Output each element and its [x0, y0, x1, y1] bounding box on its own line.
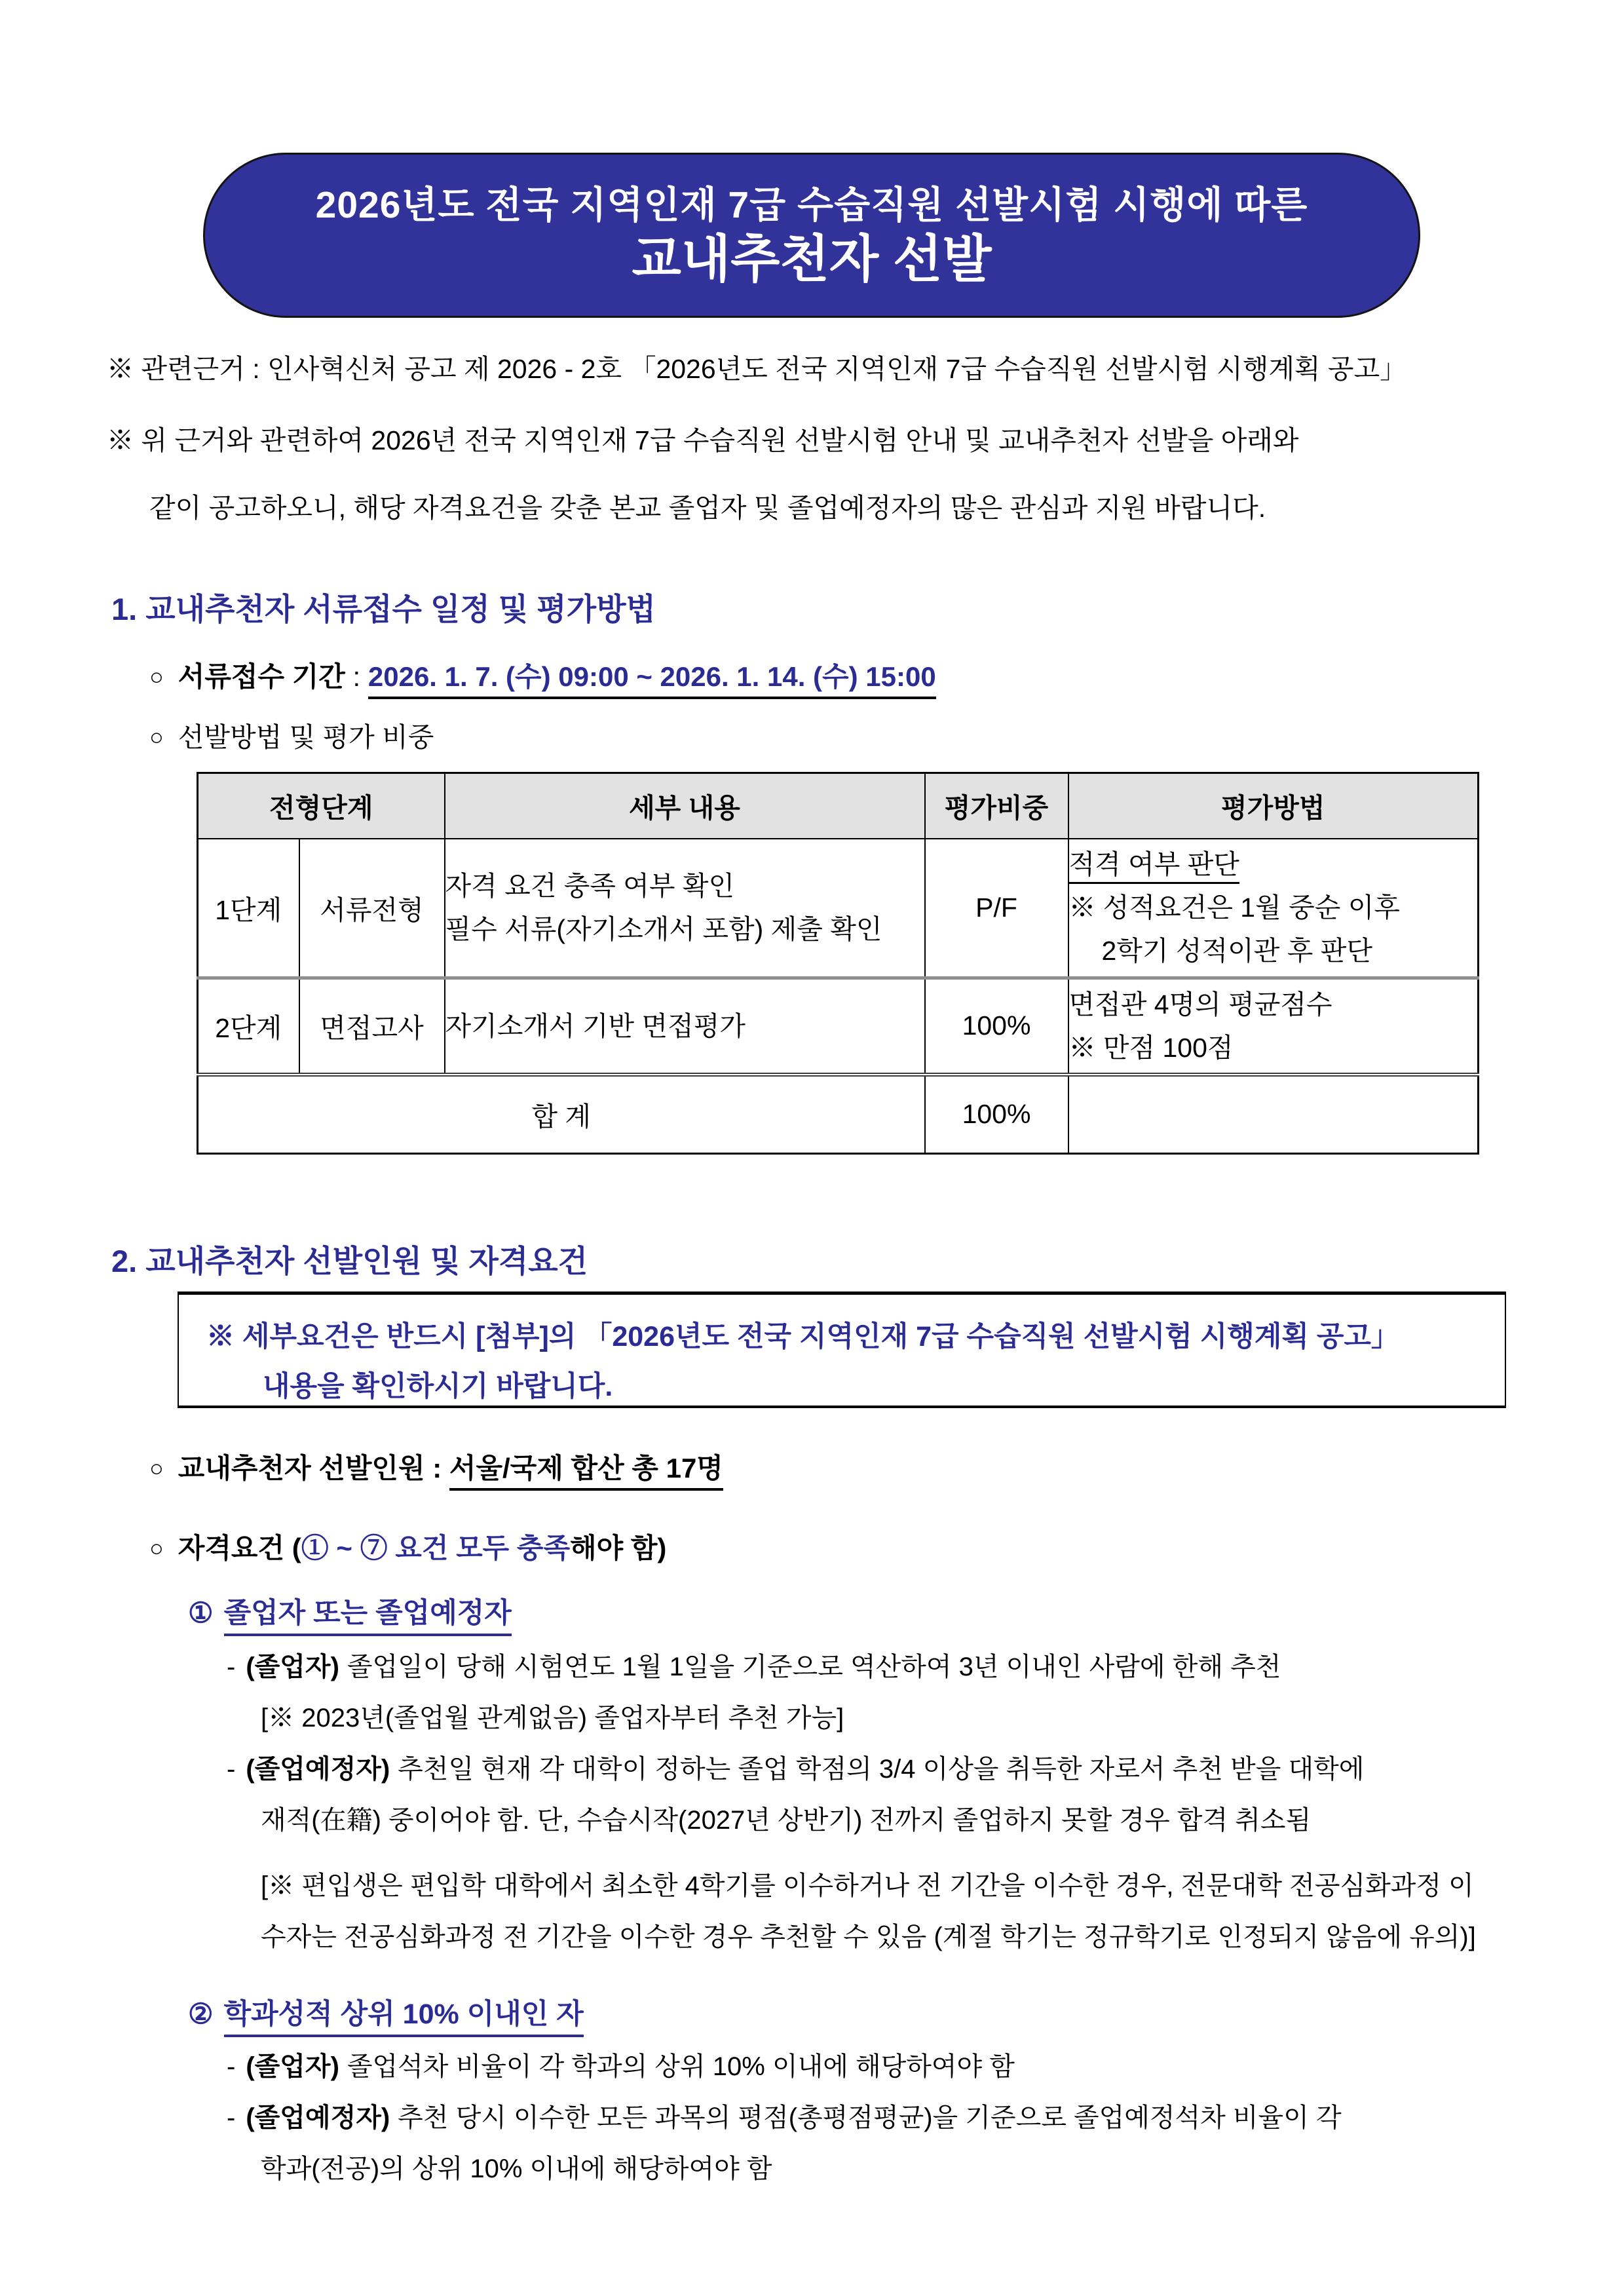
application-period-line	[149, 655, 936, 695]
qualification-tail: 해야 함)	[570, 1533, 667, 1563]
graduate-prefix: (졸업자)	[246, 2052, 339, 2081]
circle-bullet-icon: ○	[149, 1455, 164, 1482]
qualification-label: 자격요건	[178, 1533, 292, 1563]
stage1-cell: 1단계	[198, 839, 299, 978]
total-method-cell	[1068, 1075, 1479, 1154]
req1-transfer-note-line1: [※ 편입생은 편입학 대학에서 최소한 4학기를 이수하거나 전 기간을 이수한 경우, 전문대학 전공심화과정 이	[261, 1871, 1474, 1900]
col-header-detail: 세부 내용	[445, 773, 925, 839]
stage2-weight-cell: 100%	[925, 978, 1068, 1075]
application-period-value: 2026. 1. 7. (수) 09:00 ~ 2026. 1. 14. (수) 15:00	[368, 661, 936, 699]
req2-graduate-line	[227, 2046, 1015, 2083]
attachment-note-box	[178, 1292, 1506, 1408]
requirement2-title-text: 학과성적 상위 10% 이내인 자	[224, 1999, 584, 2037]
requirement2-title	[188, 1992, 584, 2032]
banner-subtitle: 2026년도 전국 지역인재 7급 수습직원 선발시험 시행에 따른	[315, 184, 1308, 227]
selection-count-line	[149, 1447, 723, 1486]
announcement-notice-line1: ※ 위 근거와 관련하여 2026년 전국 지역인재 7급 수습직원 선발시험 안내 및 교내추천자 선발을 아래와	[107, 425, 1299, 455]
req1-graduate-line	[227, 1646, 1281, 1683]
table-total-row	[198, 1075, 1479, 1154]
circle-bullet-icon: ○	[149, 1535, 164, 1561]
req2-expected-line2: 학과(전공)의 상위 10% 이내에 해당하여야 함	[261, 2154, 772, 2183]
expected-prefix: (졸업예정자)	[246, 2103, 390, 2132]
selection-method-line	[149, 716, 434, 754]
dash-bullet: -	[227, 1755, 236, 1784]
col-header-weight: 평가비중	[925, 773, 1068, 839]
dash-bullet: -	[227, 2052, 236, 2081]
req1-transfer-note-line2: 수자는 전공심화과정 전 기간을 이수한 경우 추천할 수 있음 (계절 학기는 정규학기로 인정되지 않음에 유의)]	[261, 1923, 1476, 1951]
stage1-detail-line2: 필수 서류(자기소개서 포함) 제출 확인	[445, 914, 882, 945]
stage2-method-line1: 면접관 4명의 평균점수	[1068, 989, 1332, 1020]
graduate-text: 졸업석차 비율이 각 학과의 상위 10% 이내에 해당하여야 함	[347, 2052, 1015, 2081]
dash-bullet: -	[227, 1653, 236, 1681]
graduate-text: 졸업일이 당해 시험연도 1월 1일을 기준으로 역산하여 3년 이내인 사람에 한해 추천	[347, 1653, 1281, 1681]
circled-one-icon: ①	[188, 1598, 214, 1629]
req1-graduate-note: [※ 2023년(졸업월 관계없음) 졸업자부터 추천 가능]	[261, 1704, 844, 1732]
expected-text-line1: 추천 당시 이수한 모든 과목의 평점(총평점평균)을 기준으로 졸업예정석차 비율이 각	[398, 2103, 1342, 2132]
expected-prefix: (졸업예정자)	[246, 1755, 390, 1784]
stage1-method-cell	[1068, 839, 1479, 978]
section2-title: 2. 교내추천자 선발인원 및 자격요건	[111, 1244, 588, 1278]
stage2-method-line2: ※ 만점 100점	[1068, 1032, 1234, 1063]
stage2-cell: 2단계	[198, 978, 299, 1075]
table-row	[198, 978, 1479, 1075]
expected-text-line1: 추천일 현재 각 대학이 정하는 졸업 학점의 3/4 이상을 취득한 자로서 추천 받을 대학에	[398, 1755, 1365, 1784]
reference-notice: ※ 관련근거 : 인사혁신처 공고 제 2026 - 2호 「2026년도 전국 지역인재 7급 수습직원 선발시험 시행계획 공고」	[107, 354, 1407, 384]
total-weight-cell: 100%	[925, 1075, 1068, 1154]
col-header-method: 평가방법	[1068, 773, 1479, 839]
stage1-type-cell: 서류전형	[299, 839, 445, 978]
qualification-paren-open: (	[292, 1533, 301, 1563]
attachment-note-line2: 내용을 확인하시기 바랍니다.	[263, 1371, 613, 1402]
req2-expected-line1	[227, 2097, 1342, 2134]
col-header-stage: 전형단계	[198, 773, 445, 839]
circle-bullet-icon: ○	[149, 663, 164, 690]
requirement1-title-text: 졸업자 또는 졸업예정자	[224, 1598, 512, 1636]
title-banner	[203, 153, 1420, 318]
total-label-cell: 합 계	[198, 1075, 925, 1154]
stage2-detail-cell	[445, 978, 925, 1075]
req1-expected-line2: 재적(在籍) 중이어야 함. 단, 수습시작(2027년 상반기) 전까지 졸업하지 못할 경우 합격 취소됨	[261, 1806, 1312, 1835]
stage1-weight-cell: P/F	[925, 839, 1068, 978]
table-row	[198, 839, 1479, 978]
section1-title: 1. 교내추천자 서류접수 일정 및 평가방법	[111, 592, 656, 626]
selection-count-label: 교내추천자 선발인원 :	[178, 1453, 449, 1483]
stage2-type-cell: 면접고사	[299, 978, 445, 1075]
req1-expected-line1	[227, 1748, 1364, 1786]
banner-title: 교내추천자 선발	[632, 229, 992, 288]
qualification-line	[149, 1527, 666, 1566]
dash-bullet: -	[227, 2103, 236, 2132]
table-header-row	[198, 773, 1479, 839]
circle-bullet-icon: ○	[149, 723, 164, 750]
application-period-label: 서류접수 기간	[178, 661, 345, 692]
announcement-notice-line2: 같이 공고하오니, 해당 자격요건을 갖춘 본교 졸업자 및 졸업예정자의 많은 관심과 지원 바랍니다.	[149, 493, 1266, 523]
selection-method-label: 선발방법 및 평가 비중	[178, 722, 434, 752]
requirement1-title	[188, 1591, 512, 1631]
stage1-method-line2: ※ 성적요건은 1월 중순 이후	[1068, 892, 1400, 923]
period-separator: :	[345, 661, 368, 692]
stage1-method-line3: 2학기 성적이관 후 판단	[1101, 936, 1372, 966]
stage1-method-line1: 적격 여부 판단	[1069, 849, 1239, 884]
attachment-note-line1: ※ 세부요건은 반드시 [첨부]의 「2026년도 전국 지역인재 7급 수습직원 선발시험 시행계획 공고」	[206, 1321, 1399, 1352]
graduate-prefix: (졸업자)	[246, 1653, 339, 1681]
circled-two-icon: ②	[188, 1999, 214, 2030]
selection-count-value: 서울/국제 합산 총 17명	[449, 1453, 723, 1491]
evaluation-table	[197, 772, 1479, 1155]
stage2-method-cell	[1068, 978, 1479, 1075]
stage2-detail-line1: 자기소개서 기반 면접평가	[445, 1010, 746, 1041]
stage1-detail-cell	[445, 839, 925, 978]
stage1-detail-line1: 자격 요건 충족 여부 확인	[445, 871, 735, 902]
qualification-highlight: ① ~ ⑦ 요건 모두 충족	[301, 1533, 571, 1563]
